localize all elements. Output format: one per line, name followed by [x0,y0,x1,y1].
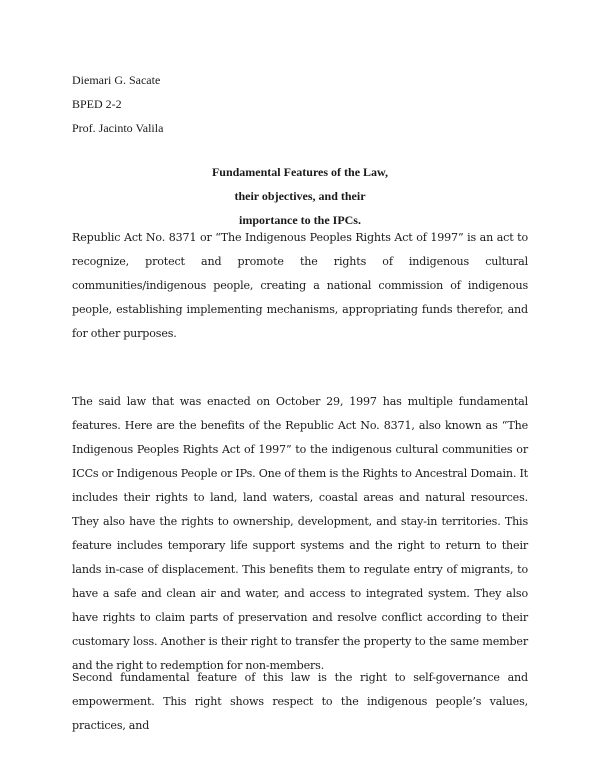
title-line-3: importance to the IPCs. [239,213,361,227]
paragraph-intro: Republic Act No. 8371 or “The Indigenous Peoples Rights Act of 1997” is an act to recognize, protect and promote the rights of indigenous cultural communities/indigenous people, creating a national commission of indigenous people, establishing implementing mechanisms, appropriating funds therefor, and for other purposes. [72,231,528,340]
paragraph-ancestral-domain: The said law that was enacted on October 29, 1997 has multiple fundamental features. Here are the benefits of the Republic Act No. 8371, also known as “The Indigenous Peoples Rights Act of 1997” to the indigenous cultural communities or ICCs or Indigenous People or IPs. One of them is the Rights to Ancestral Domain. It includes their rights to land, land waters, coastal areas and natural resources. They also have the rights to ownership, development, and stay-in territories. This feature includes temporary life support systems and the right to return to their lands in-case of displacement. This benefits them to regulate entry of migrants, to have a safe and clean air and water, and access to integrated system. They also have rights to claim parts of preservation and resolve conflict according to their customary loss. Another is their right to transfer the property to the same member and the right to redemption for non-members. [72,395,528,672]
document-header [72,68,163,140]
class-section: BPED 2-2 [72,97,122,111]
professor-name: Prof. Jacinto Valila [72,121,164,135]
title-line-1: Fundamental Features of the Law, [211,165,389,179]
author-name: Diemari G. Sacate [72,73,161,87]
paragraph-self-governance: Second fundamental feature of this law is the right to self-governance and empowerment. This right shows respect to the indigenous people’s values, practices, and [72,671,528,732]
document-title [0,160,600,232]
title-line-2: their objectives, and their [234,189,366,203]
